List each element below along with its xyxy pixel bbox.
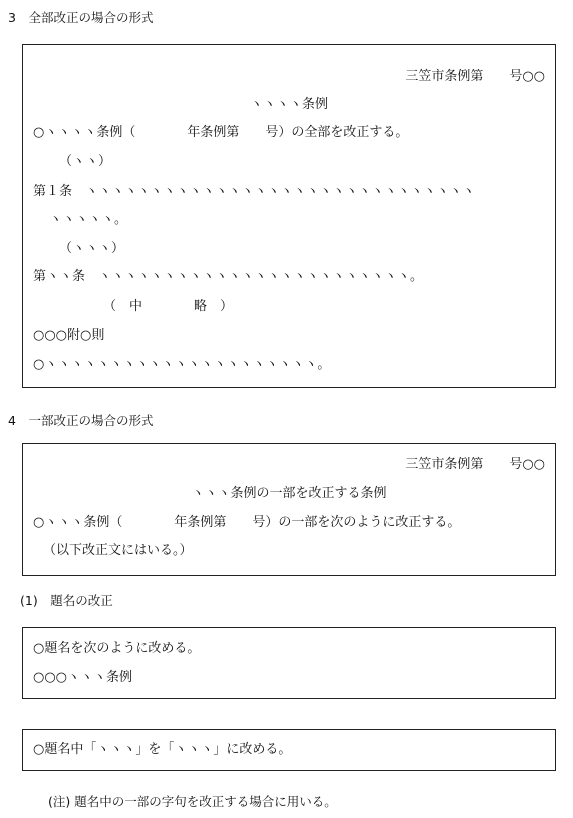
section-3-heading: 3 全部改正の場合の形式 xyxy=(8,10,154,25)
article-1-continued: ヽヽヽヽヽ。 xyxy=(49,212,128,227)
title-replace-box xyxy=(22,627,556,699)
article-caption-2: （ヽヽヽ） xyxy=(59,241,125,256)
article-1: 第１条 ヽヽヽヽヽヽヽヽヽヽヽヽヽヽヽヽヽヽヽヽヽヽヽヽヽヽヽヽヽヽ xyxy=(33,184,476,199)
section-4-heading: 4 一部改正の場合の形式 xyxy=(8,413,154,428)
supplementary-provisions: ○○○附○則 xyxy=(33,328,105,343)
revision-statement: ○ヽヽヽ条例（ 年条例第 号）の一部を次のように改正する。 xyxy=(33,515,461,530)
ordinance-number: 三笠市条例第 号○○ xyxy=(405,69,545,84)
title-partial-box xyxy=(22,729,556,771)
article-n: 第ヽヽ条 ヽヽヽヽヽヽヽヽヽヽヽヽヽヽヽヽヽヽヽヽヽヽヽヽ。 xyxy=(33,269,424,284)
article-caption-1: （ヽヽ） xyxy=(59,154,112,169)
ordinance-number: 三笠市条例第 号○○ xyxy=(405,457,545,472)
full-revision-box xyxy=(22,44,556,388)
ordinance-title: ヽヽヽ条例の一部を改正する条例 xyxy=(191,486,387,501)
partial-revision-box xyxy=(22,443,556,576)
title-partial-instruction: ○題名中「ヽヽヽ」を「ヽヽヽ」に改める。 xyxy=(33,742,292,757)
title-replace-instruction: ○題名を次のように改める。 xyxy=(33,641,201,656)
revision-note: （以下改正文にはいる。） xyxy=(43,543,193,558)
ordinance-title: ヽヽヽヽ条例 xyxy=(249,97,328,112)
new-title: ○○○ヽヽヽ条例 xyxy=(33,670,133,685)
title-revision-heading: (1) 題名の改正 xyxy=(20,593,113,608)
revision-statement: ○ヽヽヽヽ条例（ 年条例第 号）の全部を改正する。 xyxy=(33,125,409,140)
supplementary-text: ○ヽヽヽヽヽヽヽヽヽヽヽヽヽヽヽヽヽヽヽヽヽ。 xyxy=(33,357,331,372)
usage-note: (注) 題名中の一部の字句を改正する場合に用いる。 xyxy=(48,794,337,809)
omitted-marker: （ 中 略 ） xyxy=(103,299,234,314)
